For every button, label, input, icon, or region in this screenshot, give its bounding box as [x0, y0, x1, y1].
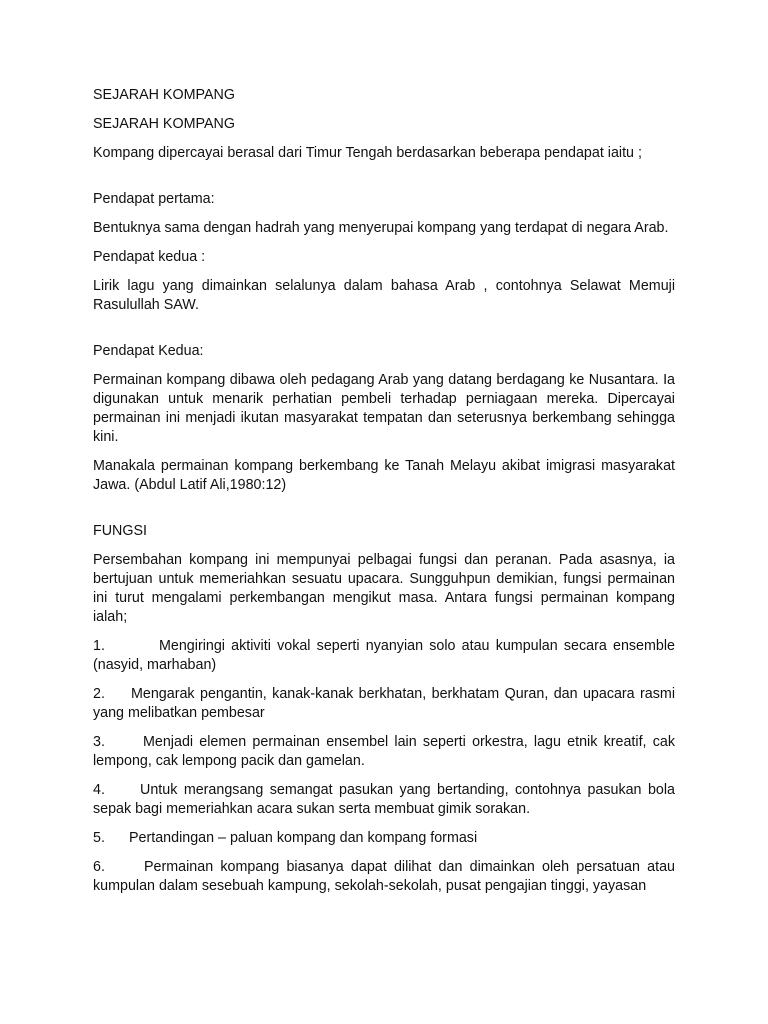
list-item-text: Menjadi elemen permainan ensembel lain seperti orkestra, lagu etnik kreatif, cak lempong, cak lempong pacik dan gamelan.: [93, 734, 675, 769]
document-subheading: SEJARAH KOMPANG: [93, 116, 235, 132]
list-item-text: Permainan kompang biasanya dapat dilihat dan dimainkan oleh persatuan atau kumpulan dalam sesebuah kampung, sekolah-sekolah, pusat pengajian tinggi, yayasan: [93, 859, 675, 894]
function-list-item: [93, 858, 675, 896]
function-list-item: [93, 733, 675, 771]
list-item-number: 5.: [93, 830, 105, 846]
opinion-3-text-2: Manakala permainan kompang berkembang ke Tanah Melayu akibat imigrasi masyarakat Jawa. (Abdul Latif Ali,1980:12): [93, 458, 675, 493]
list-item-text: Pertandingan – paluan kompang dan kompang formasi: [129, 830, 478, 846]
opinion-1-text: Bentuknya sama dengan hadrah yang menyerupai kompang yang terdapat di negara Arab.: [93, 220, 669, 236]
opinion-2-title: Pendapat kedua :: [93, 249, 206, 265]
list-item-number: 4.: [93, 782, 105, 798]
document-heading: SEJARAH KOMPANG: [93, 87, 235, 103]
list-item-text: Untuk merangsang semangat pasukan yang bertanding, contohnya pasukan bola sepak bagi memeriahkan acara sukan serta membuat gimik sorakan.: [93, 782, 675, 817]
opinion-2-text: Lirik lagu yang dimainkan selalunya dalam bahasa Arab , contohnya Selawat Memuji Rasulullah SAW.: [93, 278, 675, 313]
list-item-number: 2.: [93, 686, 105, 702]
intro-paragraph: Kompang dipercayai berasal dari Timur Tengah berdasarkan beberapa pendapat iaitu ;: [93, 145, 642, 161]
list-item-number: 6.: [93, 859, 105, 875]
opinion-3-text-1: Permainan kompang dibawa oleh pedagang Arab yang datang berdagang ke Nusantara. Ia digunakan untuk menarik perhatian pembeli terhadap perniagaan mereka. Dipercayai permainan ini menjadi ikutan masyarakat tempatan dan seterusnya berkembang sehingga kini.: [93, 372, 675, 445]
function-list-item: [93, 829, 675, 848]
function-list-item: [93, 781, 675, 819]
opinion-3-title: Pendapat Kedua:: [93, 343, 204, 359]
opinion-1-title: Pendapat pertama:: [93, 191, 215, 207]
section-title-fungsi: FUNGSI: [93, 523, 148, 539]
function-list-item: [93, 637, 675, 675]
list-item-number: 3.: [93, 734, 105, 750]
list-item-number: 1.: [93, 638, 105, 654]
section-intro-paragraph: Persembahan kompang ini mempunyai pelbagai fungsi dan peranan. Pada asasnya, ia bertujuan untuk memeriahkan sesuatu upacara. Sungguhpun demikian, fungsi permainan ini turut mengalami perkembangan mengikut masa. Antara fungsi permainan kompang ialah;: [93, 552, 675, 625]
list-item-text: Mengiringi aktiviti vokal seperti nyanyian solo atau kumpulan secara ensemble (nasyid, marhaban): [93, 638, 675, 673]
function-list-item: [93, 685, 675, 723]
document-page: [93, 86, 675, 906]
list-item-text: Mengarak pengantin, kanak-kanak berkhatan, berkhatam Quran, dan upacara rasmi yang melibatkan pembesar: [93, 686, 675, 721]
